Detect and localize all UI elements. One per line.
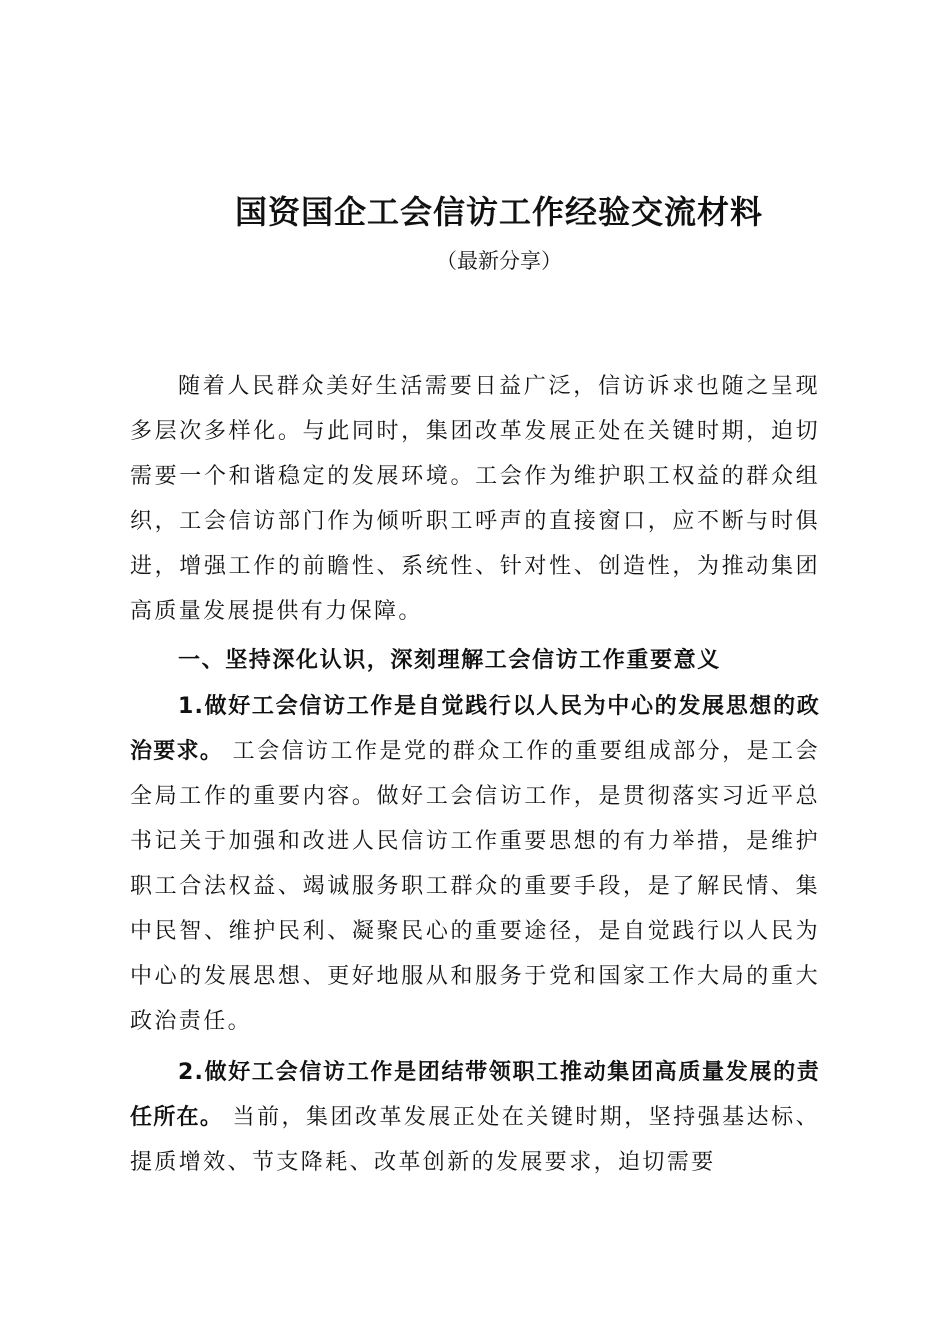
document-title: 国资国企工会信访工作经验交流材料 — [234, 193, 763, 231]
intro-paragraph: 随着人民群众美好生活需要日益广泛，信访诉求也随之呈现多层次多样化。与此同时，集团改革发展正处在关键时期，迫切需要一个和谐稳定的发展环境。工会作为维护职工权益的群众组织，工会信访部门作为倾听职工呼声的直接窗口，应不断与时俱进，增强工作的前瞻性、系统性、针对性、创造性，为推动集团高质量发展提供有力保障。 — [130, 374, 820, 624]
section-heading-1: 一、坚持深化认识，深刻理解工会信访工作重要意义 — [178, 648, 721, 673]
point-2-lead: 2.做好工会信访工作是团结带领职工推动集团高质量发展的责任所在。 — [130, 1060, 820, 1130]
point-1-paragraph — [130, 684, 820, 1044]
point-1-lead: 1.做好工会信访工作是自觉践行以人民为中心的发展思想的政治要求。 — [130, 694, 820, 764]
point-1-text: 工会信访工作是党的群众工作的重要组成部分，是工会全局工作的重要内容。做好工会信访工作，是贯彻落实习近平总书记关于加强和改进人民信访工作重要思想的有力举措，是维护职工合法权益、竭诚服务职工群众的重要手段，是了解民情、集中民智、维护民利、凝聚民心的重要途径，是自觉践行以人民为中心的发展思想、更好地服从和服务于党和国家工作大局的重大政治责任。 — [130, 739, 820, 1034]
point-2-paragraph — [130, 1050, 820, 1185]
document-subtitle: （最新分享） — [436, 249, 562, 273]
point-2-text: 当前，集团改革发展正处在关键时期，坚持强基达标、提质增效、节支降耗、改革创新的发展要求，迫切需要 — [130, 1105, 820, 1175]
document-body — [130, 364, 820, 1185]
